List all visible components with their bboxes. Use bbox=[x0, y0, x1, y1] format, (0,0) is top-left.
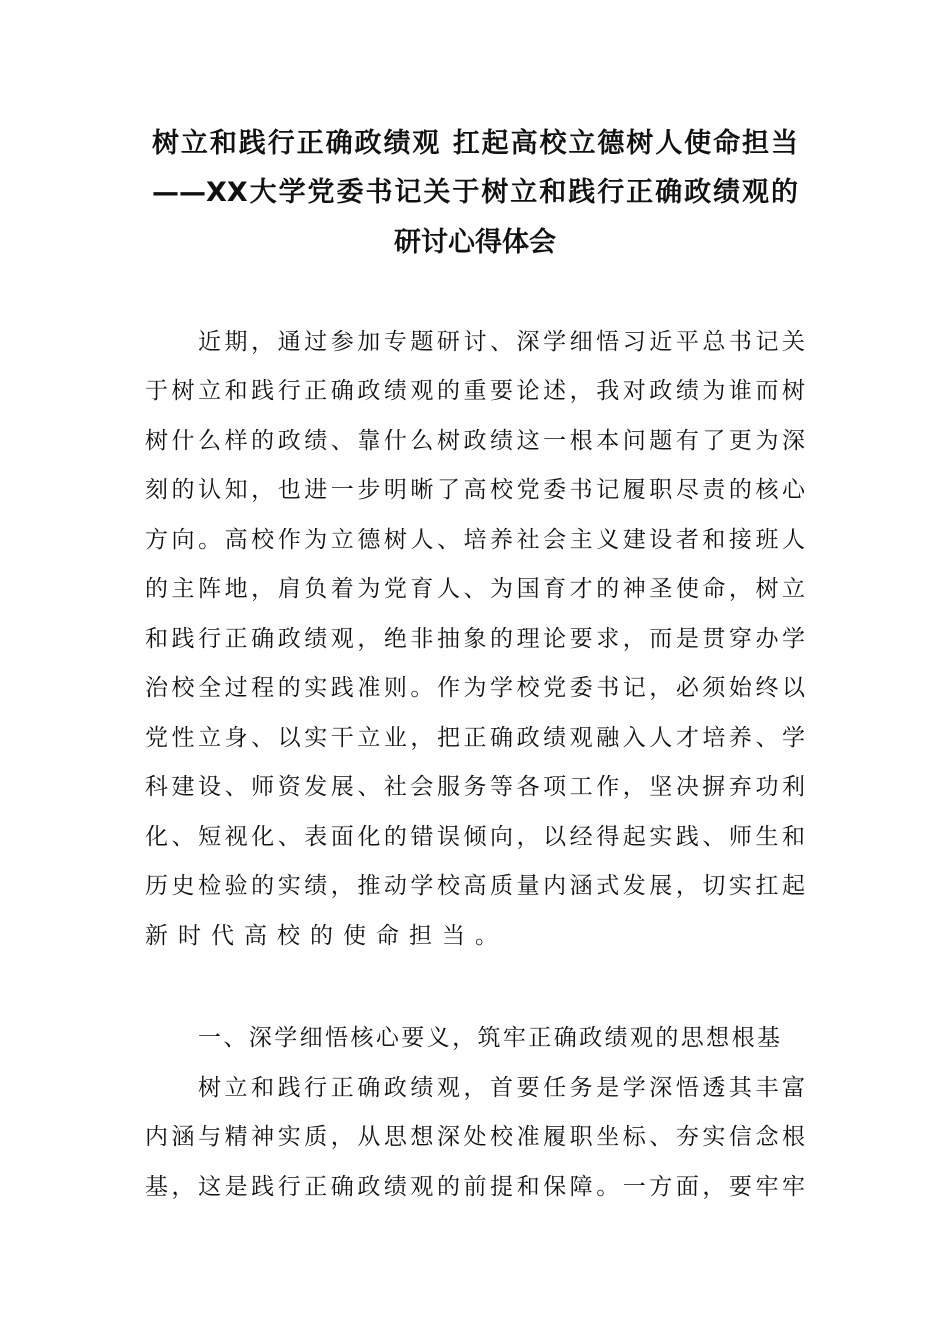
text-line: 树立和践行正确政绩观，首要任务是学深悟透其丰富 bbox=[198, 1075, 805, 1101]
text-line: 刻的认知，也进一步明晰了高校党委书记履职尽责的核心 bbox=[145, 477, 805, 503]
text-line: 和践行正确政绩观，绝非抽象的理论要求，而是贯穿办学 bbox=[145, 626, 805, 652]
title-line-1: 树立和践行正确政绩观 扛起高校立德树人使命担当 bbox=[152, 128, 798, 159]
text-line: 的主阵地，肩负着为党育人、为国育才的神圣使命，树立 bbox=[145, 576, 805, 602]
text-line: 近期，通过参加专题研讨、深学细悟习近平总书记关 bbox=[198, 329, 805, 355]
text-line: 基，这是践行正确政绩观的前提和保障。一方面，要牢牢 bbox=[145, 1174, 805, 1200]
title-line-3: 研讨心得体会 bbox=[394, 227, 556, 258]
text-line: 科建设、师资发展、社会服务等各项工作，坚决摒弃功利 bbox=[145, 774, 805, 800]
text-line: 新时代高校的使命担当。 bbox=[145, 923, 508, 949]
text-line: 于树立和践行正确政绩观的重要论述，我对政绩为谁而树 bbox=[145, 378, 805, 404]
text-line: 历史检验的实绩，推动学校高质量内涵式发展，切实扛起 bbox=[145, 873, 805, 899]
section-heading: 一、深学细悟核心要义，筑牢正确政绩观的思想根基 bbox=[198, 1025, 780, 1051]
text-line: 党性立身、以实干立业，把正确政绩观融入人才培养、学 bbox=[145, 725, 805, 751]
text-line: 树什么样的政绩、靠什么树政绩这一根本问题有了更为深 bbox=[145, 428, 805, 454]
text-line: 化、短视化、表面化的错误倾向，以经得起实践、师生和 bbox=[145, 824, 805, 850]
text-line: 内涵与精神实质，从思想深处校准履职坐标、夯实信念根 bbox=[145, 1124, 805, 1150]
text-line: 治校全过程的实践准则。作为学校党委书记，必须始终以 bbox=[145, 675, 805, 701]
title-line-2: ——XX大学党委书记关于树立和践行正确政绩观的 bbox=[152, 177, 798, 208]
text-line: 方向。高校作为立德树人、培养社会主义建设者和接班人 bbox=[145, 527, 805, 553]
